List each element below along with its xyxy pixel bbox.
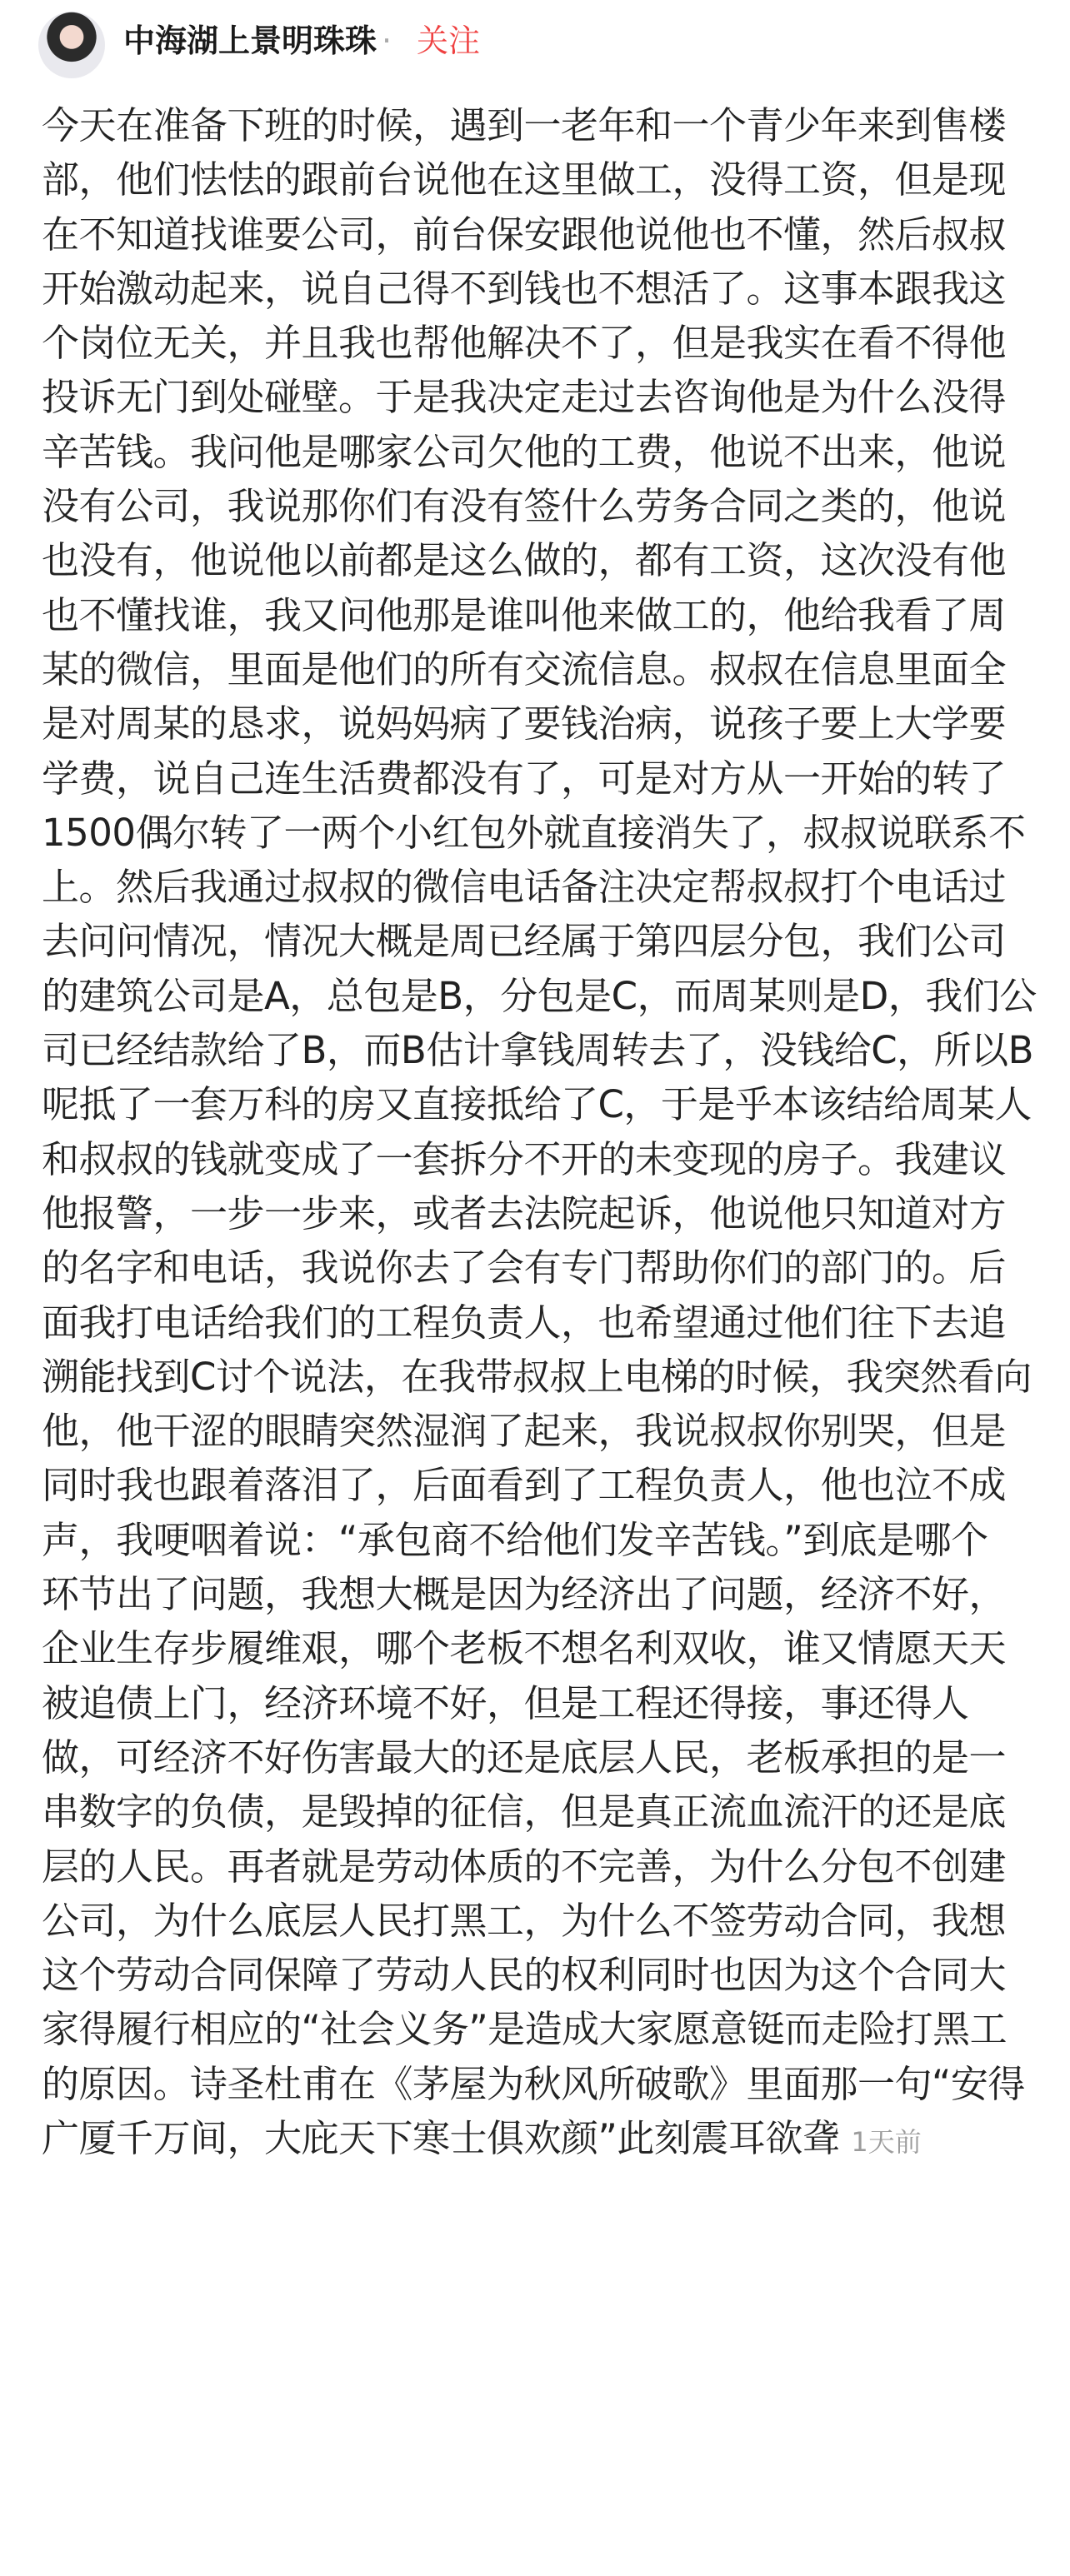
post-line: 某的微信，里面是他们的所有交流信息。叔叔在信息里面全 [42, 646, 1007, 691]
post-line: 也没有，他说他以前都是这么做的，都有工资，这次没有他 [42, 538, 1007, 583]
post-line: 家得履行相应的“社会义务”是造成大家愿意铤而走险打黑工 [42, 2007, 1008, 2052]
post-line: 他报警，一步一步来，或者去法院起诉，他说他只知道对方 [42, 1191, 1007, 1236]
post-line: 这个劳动合同保障了劳动人民的权利同时也因为这个合同大 [42, 1953, 1007, 1998]
post-line: 他，他干涩的眼睛突然湿润了起来，我说叔叔你别哭，但是 [42, 1409, 1007, 1454]
post-line: 在不知道找谁要公司，前台保安跟他说他也不懂，然后叔叔 [42, 212, 1007, 257]
post-line: 面我打电话给我们的工程负责人，也希望通过他们往下去追 [42, 1300, 1007, 1345]
post-line: 去问问情况，情况大概是周已经属于第四层分包，我们公司 [42, 919, 1007, 964]
post-line: 部，他们怯怯的跟前台说他在这里做工，没得工资，但是现 [42, 157, 1007, 202]
post-line: 环节出了问题，我想大概是因为经济出了问题，经济不好， [42, 1572, 1007, 1617]
post-line: 串数字的负债，是毁掉的征信，但是真正流血流汗的还是底 [42, 1790, 1007, 1835]
post-line: 是对周某的恳求，说妈妈病了要钱治病，说孩子要上大学要 [42, 701, 1007, 746]
post-line: 上。然后我通过叔叔的微信电话备注决定帮叔叔打个电话过 [42, 865, 1007, 910]
post-line: 呢抵了一套万科的房又直接抵给了C，于是乎本该结给周某人 [42, 1082, 1032, 1127]
post-line: 企业生存步履维艰，哪个老板不想名利双收，谁又情愿天天 [42, 1626, 1007, 1671]
follow-button[interactable]: 关注 [417, 22, 481, 59]
post-last-line [42, 2111, 1042, 2165]
post-line: 投诉无门到处碰壁。于是我决定走过去咨询他是为什么没得 [42, 375, 1007, 420]
post-header [0, 0, 1070, 83]
post-line: 的建筑公司是A，总包是B，分包是C，而周某则是D，我们公 [42, 973, 1037, 1018]
post-line: 的原因。诗圣杜甫在《茅屋为秋风所破歌》里面那一句“安得 [42, 2061, 1025, 2106]
author-name[interactable]: 中海湖上景明珠珠 [123, 22, 378, 59]
post-line: 和叔叔的钱就变成了一套拆分不开的未变现的房子。我建议 [42, 1136, 1007, 1181]
post-line: 1500偶尔转了一两个小红包外就直接消失了，叔叔说联系不 [42, 810, 1026, 855]
post-line: 学费，说自己连生活费都没有了，可是对方从一开始的转了 [42, 756, 1007, 801]
post-line: 同时我也跟着落泪了，后面看到了工程负责人，他也泣不成 [42, 1463, 1007, 1508]
post-line: 司已经结款给了B，而B估计拿钱周转去了，没钱给C，所以B [42, 1028, 1034, 1073]
post-line: 也不懂找谁，我又问他那是谁叫他来做工的，他给我看了周 [42, 592, 1007, 637]
separator-dot: · [382, 22, 392, 59]
post-line: 被追债上门，经济环境不好，但是工程还得接，事还得人 [42, 1680, 969, 1725]
post-body [42, 98, 1042, 2165]
post-line: 层的人民。再者就是劳动体质的不完善，为什么分包不创建 [42, 1844, 1007, 1889]
post-line: 开始激动起来，说自己得不到钱也不想活了。这事本跟我这 [42, 266, 1007, 311]
post-line: 的名字和电话，我说你去了会有专门帮助你们的部门的。后 [42, 1246, 1007, 1290]
post-line: 溯能找到C讨个说法，在我带叔叔上电梯的时候，我突然看向 [42, 1354, 1032, 1399]
post-line: 公司，为什么底层人民打黑工，为什么不签劳动合同，我想 [42, 1898, 1007, 1943]
post-line: 今天在准备下班的时候，遇到一老年和一个青少年来到售楼 [42, 103, 1007, 147]
post-line: 辛苦钱。我问他是哪家公司欠他的工费，他说不出来，他说 [42, 429, 1007, 474]
post-timestamp: 1天前 [851, 2125, 922, 2158]
post-line: 声，我哽咽着说：“承包商不给他们发辛苦钱。”到底是哪个 [42, 1517, 988, 1562]
post-line: 没有公司，我说那你们有没有签什么劳务合同之类的，他说 [42, 484, 1007, 529]
user-avatar-icon[interactable] [38, 12, 105, 78]
post-line-text: 广厦千万间，大庇天下寒士俱欢颜”此刻震耳欲聋 [42, 2115, 840, 2160]
post-line: 个岗位无关，并且我也帮他解决不了，但是我实在看不得他 [42, 321, 1007, 366]
post-line: 做，可经济不好伤害最大的还是底层人民，老板承担的是一 [42, 1735, 1007, 1780]
